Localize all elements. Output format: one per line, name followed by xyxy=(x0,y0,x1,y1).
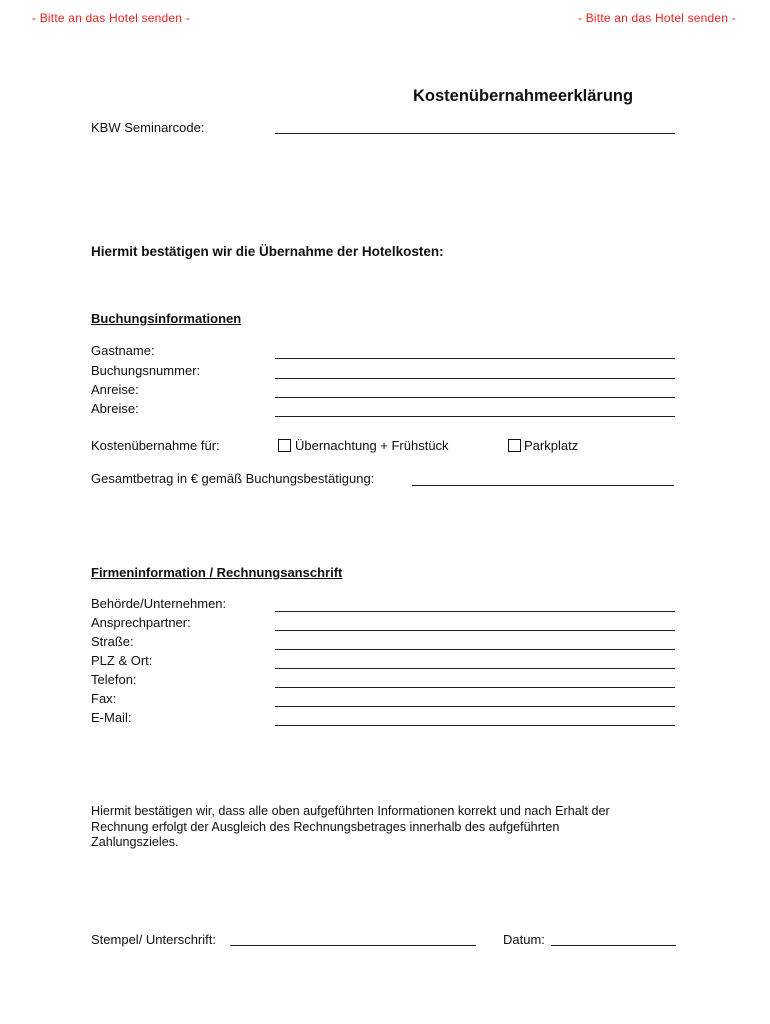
page-title: Kostenübernahmeerklärung xyxy=(413,87,634,105)
confirmation-line-2: Rechnung erfolgt der Ausgleich des Rechnungsbetrages innerhalb des aufgeführten xyxy=(91,819,560,834)
guest-name-label: Gastname: xyxy=(91,343,155,358)
guest-name-field[interactable] xyxy=(275,358,675,359)
arrival-label: Anreise: xyxy=(91,382,139,397)
contact-person-label: Ansprechpartner: xyxy=(91,615,191,630)
phone-field[interactable] xyxy=(275,687,675,688)
zip-city-label: PLZ & Ort: xyxy=(91,653,153,668)
header-note-right: - Bitte an das Hotel senden - xyxy=(578,11,736,25)
company-label: Behörde/Unternehmen: xyxy=(91,596,227,611)
confirmation-line-3: Zahlungszieles. xyxy=(91,835,179,849)
zip-city-field[interactable] xyxy=(275,668,675,669)
total-amount-label: Gesamtbetrag in € gemäß Buchungsbestätigung: xyxy=(91,471,375,486)
contact-person-field[interactable] xyxy=(275,630,675,631)
arrival-field[interactable] xyxy=(275,397,675,398)
parking-option-label: Parkplatz xyxy=(524,438,579,453)
street-field[interactable] xyxy=(275,649,675,650)
stamp-signature-label: Stempel/ Unterschrift: xyxy=(91,932,216,947)
date-field[interactable] xyxy=(551,945,676,946)
cost-coverage-label: Kostenübernahme für: xyxy=(91,438,220,453)
company-field[interactable] xyxy=(275,611,675,612)
intro-heading: Hiermit bestätigen wir die Übernahme der Hotelkosten: xyxy=(91,244,444,259)
fax-label: Fax: xyxy=(91,691,117,706)
seminar-code-label: KBW Seminarcode: xyxy=(91,120,205,135)
confirmation-line-1: Hiermit bestätigen wir, dass alle oben aufgeführten Informationen korrekt und nach Erhalt der xyxy=(91,804,610,818)
street-label: Straße: xyxy=(91,634,134,649)
departure-label: Abreise: xyxy=(91,401,139,416)
confirmation-text xyxy=(91,804,691,851)
breakfast-checkbox[interactable] xyxy=(278,439,291,452)
parking-checkbox[interactable] xyxy=(508,439,521,452)
breakfast-option-label: Übernachtung + Frühstück xyxy=(295,438,449,453)
fax-field[interactable] xyxy=(275,706,675,707)
date-label: Datum: xyxy=(503,932,545,947)
total-amount-field[interactable] xyxy=(412,485,674,486)
company-heading: Firmeninformation / Rechnungsanschrift xyxy=(91,565,343,580)
email-label: E-Mail: xyxy=(91,710,132,725)
email-field[interactable] xyxy=(275,725,675,726)
phone-label: Telefon: xyxy=(91,672,137,687)
stamp-signature-field[interactable] xyxy=(230,945,476,946)
booking-number-label: Buchungsnummer: xyxy=(91,363,201,378)
booking-heading: Buchungsinformationen xyxy=(91,311,242,326)
seminar-code-field[interactable] xyxy=(275,133,675,134)
header-note-left: - Bitte an das Hotel senden - xyxy=(32,11,190,25)
booking-number-field[interactable] xyxy=(275,378,675,379)
departure-field[interactable] xyxy=(275,416,675,417)
